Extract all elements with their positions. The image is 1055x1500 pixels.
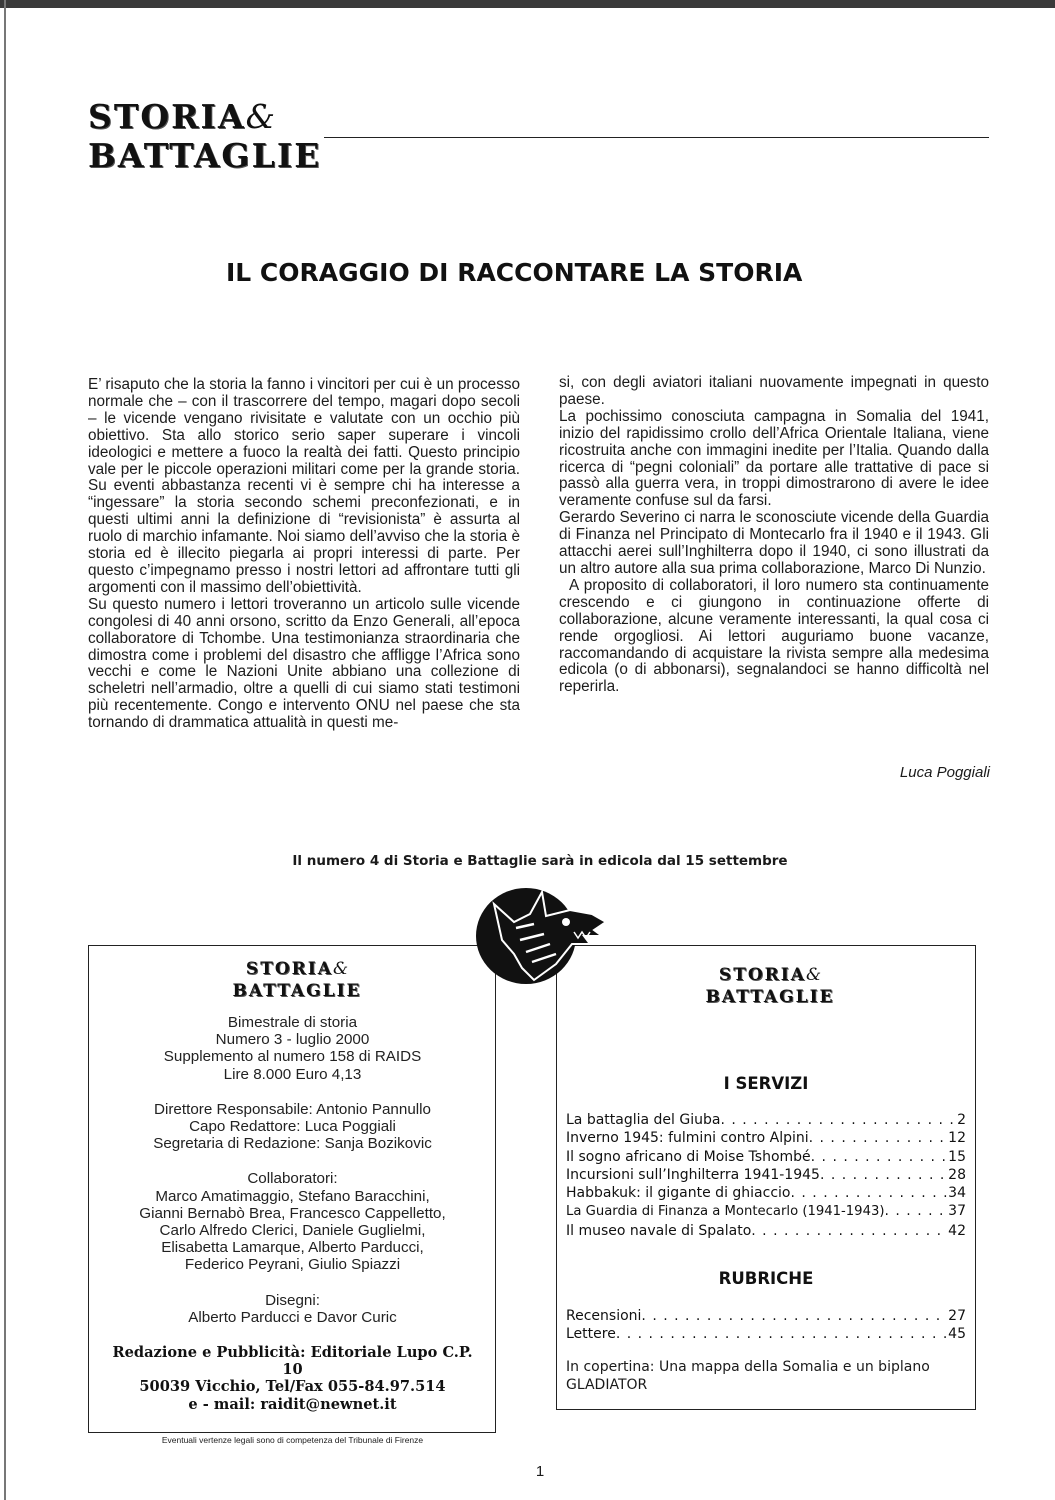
scan-left-edge [4,0,6,1500]
toc-entry: Incursioni sull’Inghilterra 1941-1945 . . . 28 [566,1166,966,1184]
article-paragraph: A proposito di collaboratori, il loro numero sta continuamente crescendo e ci giungono in continuazione offerte di collaborazione, alcune veramente interessanti, la qual cosa ci rende orgogliosi. Ai lettori auguriamo buone vacanze, raccomandando di acquistare la rivista sempre alla medesima edicola (o di abbonarsi), segnalandoci se hanno difficoltà nel reperirla. [559,576,989,696]
collaborators-line: Gianni Bernabò Brea, Francesco Cappelletto, [139,1204,446,1222]
toc-entry: Inverno 1945: fulmini contro Alpini . . . 12 [566,1129,966,1147]
collaborators-line: Federico Peyrani, Giulio Spiazzi [184,1256,401,1274]
header-rule [324,137,989,138]
author-signature: Luca Poggiali [899,764,990,781]
masthead-line: Bimestrale di storia [227,1014,358,1031]
masthead-line: Supplemento al numero 158 di RAIDS [163,1048,422,1066]
masthead-line: Direttore Responsabile: Antonio Pannullo [154,1100,431,1118]
collaborators-line: Marco Amatimaggio, Stefano Baracchini, [155,1187,430,1205]
next-issue-announcement: Il numero 4 di Storia e Battaglie sarà in edicola dal 15 settembre [292,853,788,869]
masthead-line: Numero 3 - luglio 2000 [215,1031,370,1049]
toc-entry: Il sogno africano di Moise Tshombé . . . 15 [566,1148,966,1166]
toc-entry: Lettere . . . 45 [566,1325,966,1343]
servizi-heading: I SERVIZI [723,1074,809,1093]
masthead-line: Capo Redattore: Luca Poggiali [189,1118,396,1136]
page-title: IL CORAGGIO DI RACCONTARE LA STORIA [226,258,803,287]
contact-line: e - mail: raidit@newnet.it [188,1395,397,1413]
toc-entry: Recensioni . . . 27 [566,1307,966,1325]
masthead-logo: STORIA& BATTAGLIE [232,959,362,1001]
masthead-info [100,1014,485,1445]
storia-battaglie-logo: STORIA& BATTAGLIE [88,97,322,175]
article-paragraph: E’ risaputo che la storia la fanno i vincitori per cui è un processo normale che – con il trascorrere del tempo, magari dopo secoli – le vicende vengano rivisitate e valutate con un occhio più obiettivo. Sta allo storico serio saper superare i vincoli ideologici e mettere a fuoco la realtà dei fatti. Questo principio vale per le piccole operazioni militari come per la grande storia. Su eventi abbastanza recenti vi è sempre chi ha interesse a “ingessare” la storia secondo schemi preconfezionati, e in questi ultimi anni la definizione di “revisionista” è assurta al ruolo di marchio infamante. Noi siamo dell’avviso che la storia è storia ed è illecito piegarla ai propri interessi di parte. Per questo c’impegnamo presso i nostri lettori ad affrontare tutti gli argomenti con il massimo dell’obiettività. [88,376,520,596]
cover-note: In copertina: Una mappa della Somalia e un biplano GLADIATOR [566,1359,930,1393]
toc-entry: La battaglia del Giuba . . . 2 [566,1111,966,1129]
drawings-title: Disegni: [265,1291,320,1309]
rubriche-heading: RUBRICHE [718,1269,814,1288]
toc-entry: Habbakuk: il gigante di ghiaccio . . . 34 [566,1184,966,1202]
toc-entry: La Guardia di Finanza a Montecarlo (1941-1943) . . . 37 [566,1202,966,1221]
contact-line: 50039 Vicchio, Tel/Fax 055-84.97.514 [139,1378,446,1396]
wolf-head-icon [474,884,608,988]
servizi-list [566,1111,966,1240]
article-column-left [88,377,520,732]
collaborators-title: Collaboratori: [247,1170,338,1188]
toc-entry: Il museo navale di Spalato . . . 42 [566,1222,966,1240]
article-paragraph: Gerardo Severino ci narra le sconosciute vicende della Guardia di Finanza nel Principato di Montecarlo fra il 1940 e il 1943. Gli attacchi aerei sull’Inghilterra dopo il 1940, ci sono illustrati da un altro autore alla sua prima collaborazione, Marco Di Nunzio. [559,509,989,577]
collaborators-line: Carlo Alfredo Clerici, Daniele Guglielmi, [159,1222,426,1240]
drawings-authors: Alberto Parducci e Davor Curic [188,1308,397,1326]
contact-line: Redazione e Pubblicità: Editoriale Lupo C.P. 10 [112,1344,473,1379]
legal-note: Eventuali vertenze legali sono di competenza del Tribunale di Firenze [161,1434,424,1445]
masthead-line: Lire 8.000 Euro 4,13 [223,1065,362,1083]
page-number: 1 [535,1463,545,1480]
contents-logo: STORIA& BATTAGLIE [705,965,835,1007]
article-column-right [559,375,989,696]
article-paragraph: Su questo numero i lettori troveranno un articolo sulle vicende congolesi di 40 anni orsono, scritto da Enzo Generali, all’epoca collaboratore di Tchombe. Una testimonianza straordinaria che dimostra come i problemi del disastro che affligge l’Africa sono vecchi e come le Nazioni Unite abbiano una collezione di scheletri nell’armadio, oltre a quelli di cui siamo stati testimoni più recentemente. Congo e intervento ONU nel paese che sta tornando di drammatica attualità in questi me- [88,595,520,732]
rubriche-list [566,1307,966,1344]
collaborators-line: Elisabetta Lamarque, Alberto Parducci, [161,1239,424,1257]
scan-top-edge [0,0,1055,8]
masthead-line: Segretaria di Redazione: Sanja Bozikovic [153,1135,432,1153]
article-paragraph: si, con degli aviatori italiani nuovamente impegnati in questo paese. [559,374,989,408]
article-paragraph: La pochissimo conosciuta campagna in Somalia del 1941, inizio del rapidissimo crollo dell’Africa Orientale Italiana, viene ricostruita anche con immagini inedite per l’Italia. Quando dalla ricerca di “pegni coloniali” da portare alle trattative di pace si passò alla guerra vera, in troppi dimostrarono di avere le idee veramente confuse sul da farsi. [559,407,989,510]
